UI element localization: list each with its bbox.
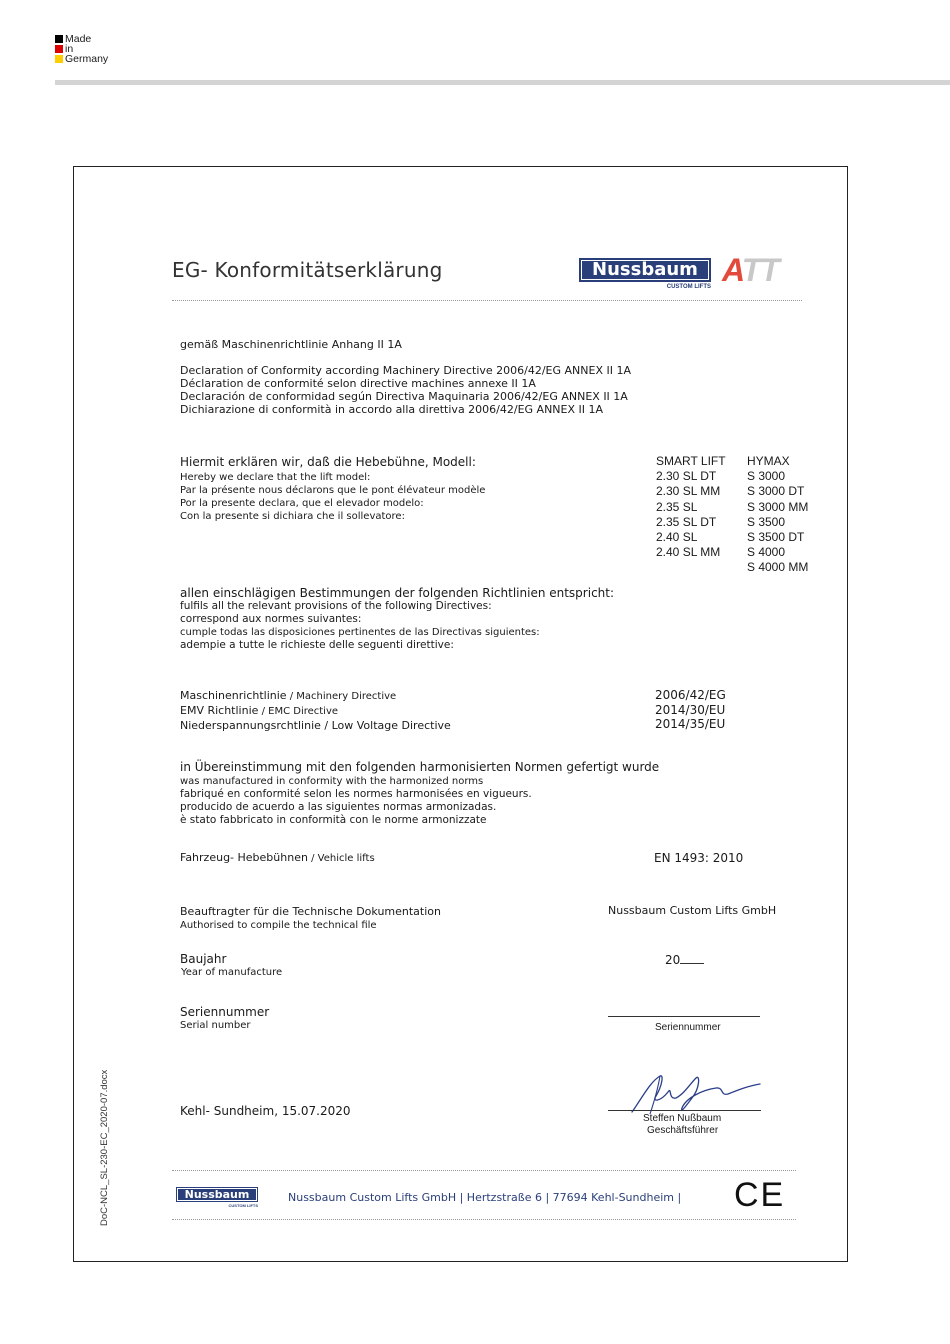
model-line: Hereby we declare that the lift model:	[180, 472, 371, 483]
model-line: Por la presente declara, que el elevador modelo:	[180, 498, 424, 509]
signatory-name: Steffen Nußbaum	[643, 1113, 722, 1124]
directives-translations	[180, 600, 540, 652]
documentation-value: Nussbaum Custom Lifts GmbH	[608, 904, 777, 917]
norms-heading: in Übereinstimmung mit den folgenden harmonisierten Normen gefertigt wurde	[180, 760, 660, 774]
flag-black-square	[55, 35, 63, 43]
serial-label-en: Serial number	[180, 1020, 251, 1031]
model-translations	[180, 471, 485, 523]
hymax-header: HYMAX	[747, 454, 790, 468]
year-prefix: 20	[665, 953, 681, 967]
norms-line: è stato fabbricato in conformità con le norme armonizzate	[180, 814, 487, 826]
nussbaum-logo-tagline: CUSTOM LIFTS	[666, 284, 711, 290]
directive-de: Niederspannungsrchtlinie / Low Voltage Directive	[180, 719, 451, 732]
intro-line: Declaration of Conformity according Machinery Directive 2006/42/EG ANNEX II 1A	[180, 364, 631, 377]
footer-bottom-divider	[172, 1219, 796, 1220]
directive-codes	[655, 688, 726, 732]
footer-logo-tagline: CUSTOM LIFTS	[228, 1203, 258, 1208]
page-title: EG- Konformitätserklärung	[172, 258, 443, 282]
directive-code: 2006/42/EG	[655, 688, 726, 702]
norm-label-de: Fahrzeug- Hebebühnen	[180, 851, 308, 864]
smart-lift-header: SMART LIFT	[656, 454, 726, 468]
smart-lift-model: 2.40 SL MM	[656, 545, 721, 560]
hymax-model: S 4000 MM	[747, 560, 809, 575]
norm-label-en: / Vehicle lifts	[307, 853, 375, 864]
footer-address: Nussbaum Custom Lifts GmbH | Hertzstraße 6 | 77694 Kehl-Sundheim |	[288, 1191, 682, 1204]
directive-de: EMV Richtlinie	[180, 704, 259, 717]
place-date: Kehl- Sundheim, 15.07.2020	[180, 1104, 351, 1118]
badge-line-3: Germany	[65, 53, 109, 65]
smart-lift-models	[656, 454, 726, 560]
intro-line: Declaración de conformidad según Directiva Maquinaria 2006/42/EG ANNEX II 1A	[180, 390, 628, 403]
header-bar	[55, 80, 950, 85]
year-label: Baujahr	[180, 952, 227, 966]
hymax-models	[747, 454, 808, 576]
year-blank-line	[680, 951, 704, 964]
flag-red-square	[55, 45, 63, 53]
directives-heading: allen einschlägigen Bestimmungen der folgenden Richtlinien entspricht:	[180, 586, 615, 600]
model-line: Par la présente nous déclarons que le pont élévateur modèle	[180, 485, 486, 496]
directive-row	[180, 719, 451, 733]
made-in-germany-badge	[55, 34, 145, 64]
directive-code: 2014/30/EU	[655, 702, 726, 717]
hymax-model: S 4000	[747, 545, 786, 560]
directives-line: fulfils all the relevant provisions of the following Directives:	[180, 600, 492, 612]
model-heading: Hiermit erklären wir, daß die Hebebühne, Modell:	[180, 455, 476, 469]
directive-code: 2014/35/EU	[655, 717, 726, 731]
directives-line: adempie a tutte le richieste delle seguenti direttive:	[180, 639, 454, 651]
directives-line: cumple todas las disposiciones pertinentes de las Directivas siguientes:	[180, 627, 540, 638]
directive-en: / EMC Directive	[258, 706, 339, 717]
serial-line	[608, 1016, 760, 1017]
directive-en: / Machinery Directive	[286, 691, 397, 702]
signature-line	[608, 1110, 761, 1111]
hymax-model: S 3500	[747, 514, 786, 529]
smart-lift-model: 2.40 SL	[656, 530, 698, 545]
norms-line: fabriqué en conformité selon les normes harmonisées en vigueurs.	[180, 788, 532, 800]
norm-label	[180, 851, 375, 865]
smart-lift-model: 2.35 SL	[656, 499, 698, 514]
directive-row	[180, 689, 451, 704]
norms-line: was manufactured in conformity with the harmonized norms	[180, 776, 484, 787]
directive-list	[180, 689, 451, 733]
nussbaum-logo-wordmark: Nussbaum	[579, 258, 711, 282]
directive-row	[180, 704, 451, 719]
att-logo-rest: TT	[741, 252, 779, 288]
intro-heading: gemäß Maschinenrichtlinie Anhang II 1A	[180, 338, 402, 351]
title-divider	[172, 300, 802, 301]
year-value	[665, 951, 704, 967]
year-label-en: Year of manufacture	[181, 967, 283, 978]
nussbaum-logo	[579, 258, 711, 290]
hymax-model: S 3000 DT	[747, 484, 805, 499]
smart-lift-model: 2.30 SL MM	[656, 484, 721, 499]
norms-line: producido de acuerdo a las siguientes normas armonizadas.	[180, 801, 497, 813]
footer-logo-wordmark: Nussbaum	[176, 1187, 258, 1202]
norms-translations	[180, 775, 532, 827]
hymax-model: S 3000	[747, 469, 786, 484]
footer-nussbaum-logo	[176, 1187, 258, 1208]
norm-value: EN 1493: 2010	[654, 851, 744, 865]
badge-line-1: Made	[65, 33, 92, 45]
smart-lift-model: 2.35 SL DT	[656, 514, 717, 529]
smart-lift-model: 2.30 SL DT	[656, 469, 717, 484]
signatory-role: Geschäftsführer	[647, 1125, 719, 1136]
intro-line: Déclaration de conformité selon directive machines annexe II 1A	[180, 377, 536, 390]
flag-gold-square	[55, 55, 63, 63]
document-id: DoC-NCL_SL-230-EC_2020-07.docx	[99, 1069, 110, 1226]
model-line: Con la presente si dichiara che il sollevatore:	[180, 511, 405, 522]
ce-mark: CE	[734, 1176, 786, 1214]
att-logo	[722, 252, 779, 289]
intro-translations	[180, 364, 631, 416]
serial-label: Seriennummer	[180, 1005, 270, 1019]
intro-line: Dichiarazione di conformità in accordo alla direttiva 2006/42/EG ANNEX II 1A	[180, 403, 604, 416]
serial-caption: Seriennummer	[655, 1022, 721, 1033]
documentation-label: Beauftragter für die Technische Dokumentation	[180, 905, 441, 918]
footer-top-divider	[172, 1170, 796, 1171]
directive-de: Maschinenrichtlinie	[180, 689, 287, 702]
documentation-label-en: Authorised to compile the technical file	[180, 920, 377, 931]
hymax-model: S 3000 MM	[747, 499, 809, 514]
att-logo-a: A	[722, 252, 742, 288]
badge-line-2: in	[65, 43, 74, 55]
hymax-model: S 3500 DT	[747, 530, 805, 545]
directives-line: correspond aux normes suivantes:	[180, 613, 362, 625]
